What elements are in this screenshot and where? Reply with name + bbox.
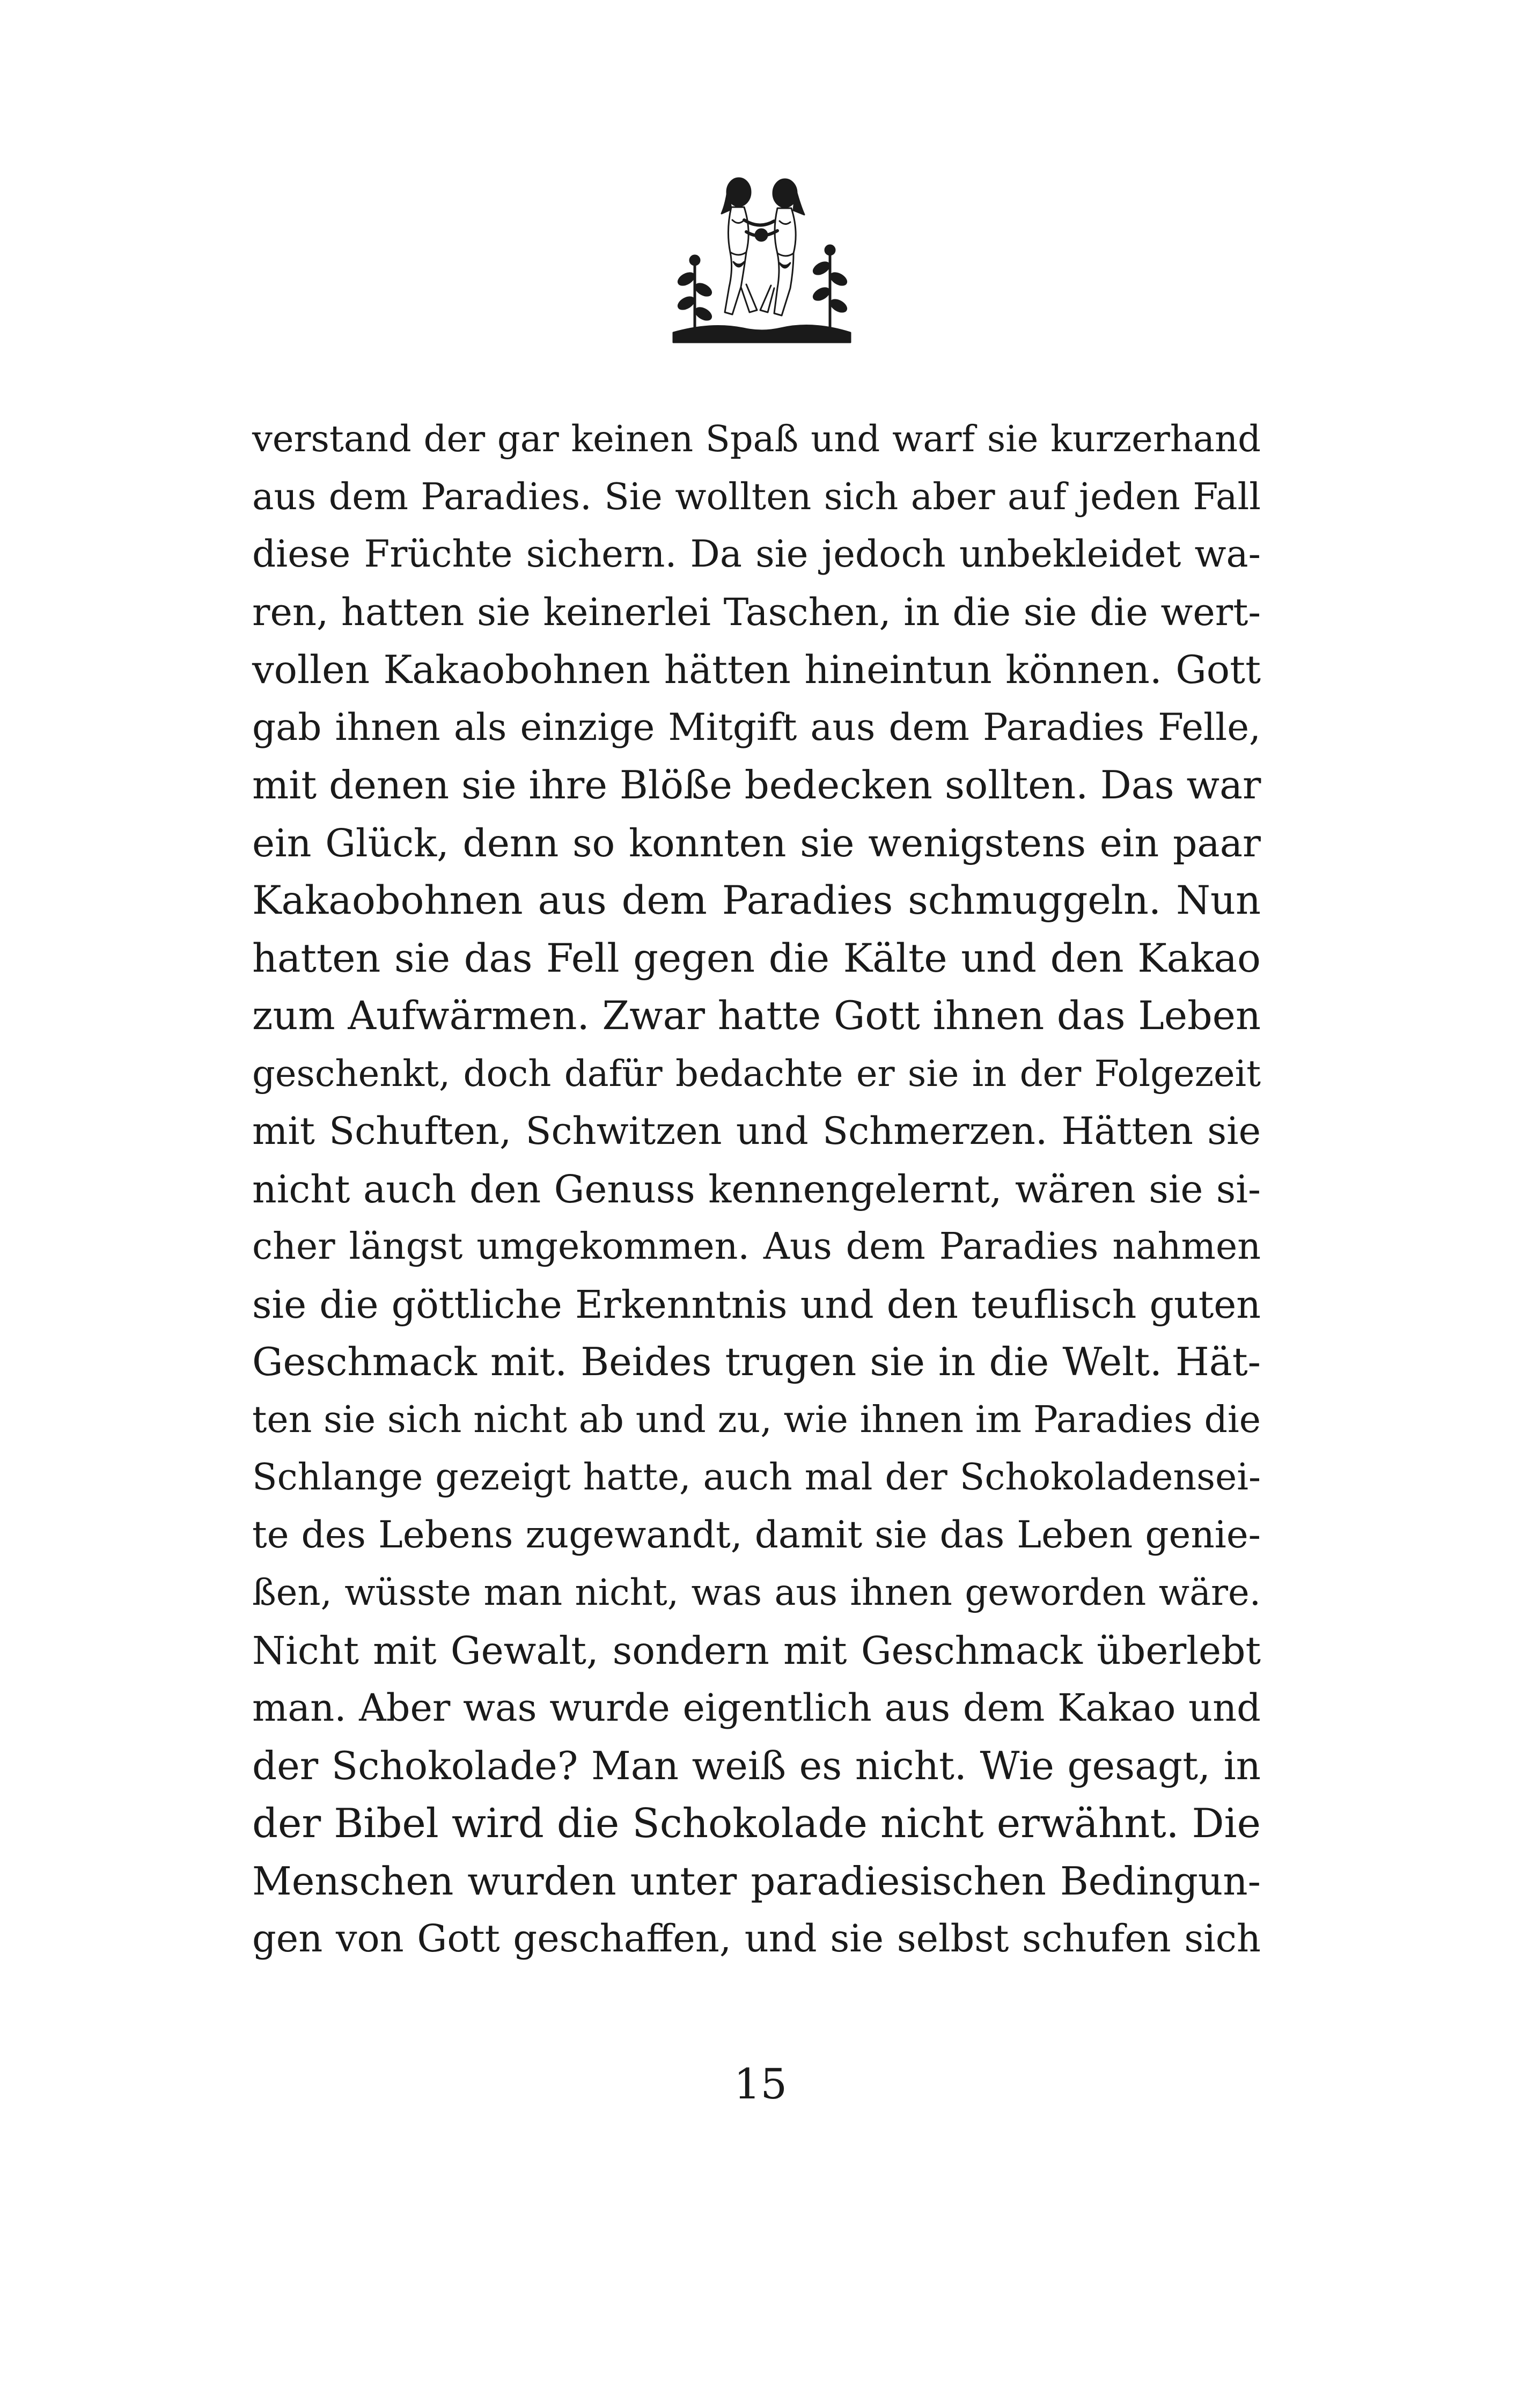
text-line: gab ihnen als einzige Mitgift aus dem Paradies Felle,	[252, 706, 1261, 749]
text-line: ein Glück, denn so konnten sie wenigstens ein paar	[252, 820, 1261, 865]
text-line: mit denen sie ihre Blöße bedecken sollten. Das war	[252, 762, 1261, 807]
text-line: Nicht mit Gewalt, sondern mit Geschmack überlebt	[252, 1628, 1261, 1673]
text-line: verstand der gar keinen Spaß und warf sie kurzerhand	[252, 418, 1261, 460]
body-text	[252, 410, 1261, 1968]
text-line: aus dem Paradies. Sie wollten sich aber auf jeden Fall	[252, 475, 1261, 518]
text-line: der Schokolade? Man weiß es nicht. Wie gesagt, in	[252, 1743, 1261, 1788]
text-line: hatten sie das Fell gegen die Kälte und den Kakao	[252, 935, 1261, 981]
adam-and-eve-woodcut-icon	[663, 172, 861, 354]
text-line: Schlange gezeigt hatte, auch mal der Schokoladensei-	[252, 1456, 1261, 1499]
text-line: man. Aber was wurde eigentlich aus dem Kakao und	[252, 1686, 1261, 1730]
text-line: diese Früchte sichern. Da sie jedoch unbekleidet wa-	[252, 533, 1261, 576]
text-line: zum Aufwärmen. Zwar hatte Gott ihnen das Leben	[252, 993, 1261, 1039]
text-line: gen von Gott geschaffen, und sie selbst schufen sich	[252, 1917, 1261, 1961]
text-line: der Bibel wird die Schokolade nicht erwähnt. Die	[252, 1800, 1261, 1847]
text-line: sie die göttliche Erkenntnis und den teuflisch guten	[252, 1282, 1261, 1327]
text-line: ßen, wüsste man nicht, was aus ihnen geworden wäre.	[252, 1572, 1261, 1613]
text-line: Geschmack mit. Beides trugen sie in die Welt. Hät-	[252, 1339, 1261, 1384]
text-line: te des Lebens zugewandt, damit sie das Leben genie-	[252, 1513, 1261, 1557]
text-line: ren, hatten sie keinerlei Taschen, in die sie die wert-	[252, 590, 1261, 634]
text-line: Menschen wurden unter paradiesischen Bedingun-	[252, 1858, 1261, 1904]
text-line: cher längst umgekommen. Aus dem Paradies nahmen	[252, 1225, 1261, 1268]
page-number: 15	[733, 2060, 788, 2109]
text-line: ten sie sich nicht ab und zu, wie ihnen im Paradies die	[252, 1398, 1261, 1441]
text-line: geschenkt, doch dafür bedachte er sie in der Folgezeit	[252, 1052, 1261, 1095]
text-line: mit Schuften, Schwitzen und Schmerzen. Hätten sie	[252, 1109, 1261, 1153]
text-line: Kakaobohnen aus dem Paradies schmuggeln. Nun	[252, 878, 1261, 923]
text-line: nicht auch den Genuss kennengelernt, wären sie si-	[252, 1166, 1261, 1212]
text-line: vollen Kakaobohnen hätten hineintun können. Gott	[252, 647, 1261, 692]
